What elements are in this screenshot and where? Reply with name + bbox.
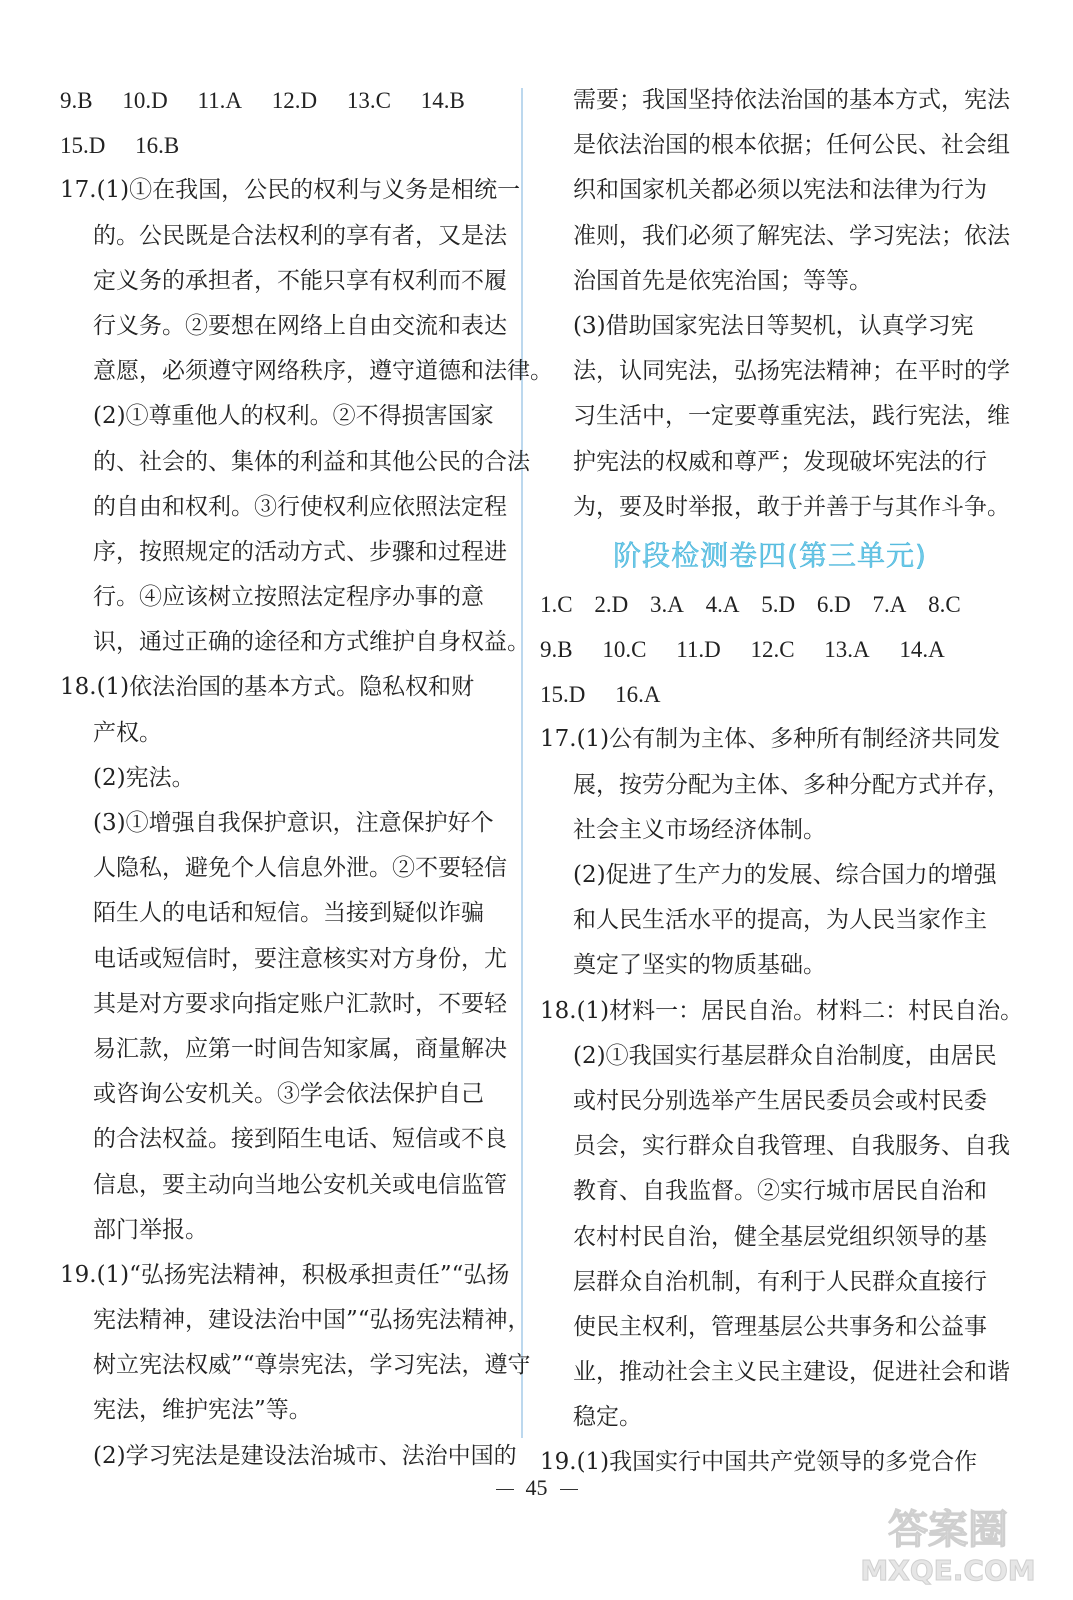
section-title: 阶段检测卷四(第三单元) — [613, 538, 927, 572]
text-line: 的、社会的、集体的利益和其他公民的合法 — [93, 448, 530, 475]
answer-item: 2.D — [594, 591, 629, 617]
text-line: 行义务。②要想在网络上自由交流和表达 — [93, 312, 507, 339]
text-line: 19.(1)“弘扬宪法精神，积极承担责任”“弘扬 — [60, 1261, 510, 1288]
question-17-answer — [60, 168, 553, 665]
text-line: 社会主义市场经济体制。 — [573, 816, 826, 843]
text-line: 治国首先是依宪治国；等等。 — [573, 267, 872, 294]
answer-item: 9.B — [60, 88, 93, 113]
answer-item: 12.C — [750, 637, 795, 663]
answer-item: 15.D — [60, 133, 106, 159]
answer-item: 4.A — [705, 591, 740, 617]
text-line: 或咨询公安机关。③学会依法保护自己 — [93, 1081, 484, 1108]
text-line: 或村民分别选举产生居民委员会或村民委 — [573, 1087, 987, 1114]
text-line: 信息，要主动向当地公安机关或电信监管 — [93, 1171, 507, 1198]
text-line: 电话或短信时，要注意核实对方身份，尤 — [93, 945, 507, 972]
text-line: 识，通过正确的途径和方式维护自身权益。 — [93, 629, 530, 656]
text-line: 17.(1)①在我国，公民的权利与义务是相统一 — [60, 177, 521, 204]
text-line: 为，要及时举报，敢于并善于与其作斗争。 — [573, 493, 1010, 520]
text-line: 易汇款，应第一时间告知家属，商量解决 — [93, 1035, 507, 1062]
text-line: 产权。 — [93, 719, 162, 746]
question-19-continued — [540, 78, 1010, 530]
text-line: (2)①我国实行基层群众自治制度，由居民 — [573, 1042, 997, 1069]
text-line: 需要；我国坚持依法治国的基本方式，宪法 — [573, 87, 1010, 113]
watermark-text: 答案圈 — [888, 1507, 1008, 1553]
text-line: 业，推动社会主义民主建设，促进社会和谐 — [573, 1359, 1010, 1386]
answer-item: 10.C — [602, 637, 647, 663]
answer-row — [540, 582, 990, 627]
text-line: 定义务的承担者，不能只享有权利而不履 — [93, 267, 507, 294]
text-line: 护宪法的权威和尊严；发现破坏宪法的行 — [573, 448, 987, 475]
answer-row — [540, 627, 990, 672]
answer-item: 15.D — [540, 682, 586, 708]
text-line: 宪法精神，建设法治中国”“弘扬宪法精神， — [93, 1307, 531, 1334]
text-line: 的。公民既是合法权利的享有者，又是法 — [93, 222, 507, 249]
answer-item: 12.D — [271, 88, 318, 113]
answer-item: 6.D — [816, 591, 851, 617]
text-line: 的合法权益。接到陌生电话、短信或不良 — [93, 1126, 507, 1153]
text-line: (3)①增强自我保护意识，注意保护好个 — [93, 810, 494, 836]
answer-item: 7.A — [872, 591, 907, 617]
answer-item: 8.C — [928, 591, 961, 617]
text-line: 人隐私，避免个人信息外泄。②不要轻信 — [93, 855, 507, 882]
text-line: 准则，我们必须了解宪法、学习宪法；依法 — [573, 222, 1010, 249]
text-line: 层群众自治机制，有利于人民群众直接行 — [573, 1268, 987, 1295]
text-line: 树立宪法权威”“尊崇宪法，学习宪法，遵守 — [93, 1352, 531, 1379]
text-line: 是依法治国的根本依据；任何公民、社会组 — [573, 132, 1010, 159]
text-line: (2)学习宪法是建设法治城市、法治中国的 — [93, 1442, 517, 1469]
answer-row — [60, 78, 512, 123]
text-line: 稳定。 — [573, 1404, 642, 1431]
text-line: 部门举报。 — [93, 1216, 208, 1243]
column-divider — [521, 88, 523, 1438]
answer-item: 13.C — [346, 88, 391, 113]
answer-row — [60, 123, 512, 168]
answer-item: 14.B — [420, 88, 465, 113]
question-19-answer — [60, 1253, 531, 1479]
answer-item: 1.C — [540, 591, 573, 617]
answer-item: 3.A — [649, 591, 684, 617]
answer-item: 16.B — [135, 133, 180, 159]
text-line: 法，认同宪法，弘扬宪法精神；在平时的学 — [573, 358, 1010, 385]
question-18-answer — [540, 989, 1024, 1441]
text-line: 序，按照规定的活动方式、步骤和过程进 — [93, 538, 507, 565]
text-line: 织和国家机关都必须以宪法和法律为行为 — [573, 177, 987, 204]
answer-item: 10.D — [122, 88, 168, 113]
text-line: 18.(1)材料一：居民自治。材料二：村民自治。 — [540, 997, 1024, 1024]
answer-item: 16.A — [615, 682, 661, 708]
question-17-answer — [540, 717, 1010, 988]
watermark-url: MXQE.COM — [860, 1554, 1036, 1587]
text-line: (2)①尊重他人的权利。②不得损害国家 — [93, 403, 494, 430]
text-line: 陌生人的电话和短信。当接到疑似诈骗 — [93, 900, 484, 927]
left-column — [60, 78, 553, 1479]
answer-item: 13.A — [824, 637, 870, 663]
text-line: 农村村民自治，健全基层党组织领导的基 — [573, 1223, 987, 1250]
text-line: (2)促进了生产力的发展、综合国力的增强 — [573, 862, 997, 888]
question-18-answer — [60, 665, 512, 1252]
answer-item: 9.B — [540, 637, 573, 663]
text-line: 员会，实行群众自我管理、自我服务、自我 — [573, 1133, 1010, 1160]
text-line: 17.(1)公有制为主体、多种所有制经济共同发 — [540, 726, 1001, 753]
answer-row — [540, 672, 990, 717]
text-line: (2)宪法。 — [93, 764, 195, 791]
dash-left — [496, 1489, 514, 1490]
answer-item: 11.D — [676, 637, 721, 663]
text-line: 19.(1)我国实行中国共产党领导的多党合作 — [540, 1449, 978, 1476]
text-line: 18.(1)依法治国的基本方式。隐私权和财 — [60, 674, 475, 701]
text-line: (3)借助国家宪法日等契机，认真学习宪 — [573, 312, 974, 339]
text-line: 的自由和权利。③行使权利应依照法定程 — [93, 493, 507, 520]
text-line: 奠定了坚实的物质基础。 — [573, 952, 826, 979]
text-line: 行。④应该树立按照法定程序办事的意 — [93, 584, 484, 611]
text-line: 宪法，维护宪法”等。 — [93, 1397, 312, 1424]
text-line: 和人民生活水平的提高，为人民当家作主 — [573, 907, 987, 934]
right-column — [540, 78, 1024, 1486]
page-number-value: 45 — [525, 1475, 548, 1500]
watermark-logo — [843, 1498, 1053, 1588]
text-line: 使民主权利，管理基层公共事务和公益事 — [573, 1313, 987, 1340]
answer-item: 11.A — [197, 88, 242, 113]
text-line: 教育、自我监督。②实行城市居民自治和 — [573, 1178, 987, 1205]
text-line: 习生活中，一定要尊重宪法，践行宪法，维 — [573, 403, 1010, 430]
text-line: 其是对方要求向指定账户汇款时，不要轻 — [93, 990, 507, 1017]
answer-item: 5.D — [761, 591, 796, 617]
dash-right — [560, 1489, 578, 1490]
answer-item: 14.A — [899, 637, 945, 663]
text-line: 展，按劳分配为主体、多种分配方式并存， — [573, 771, 1010, 798]
text-line: 意愿，必须遵守网络秩序，遵守道德和法律。 — [93, 358, 553, 385]
